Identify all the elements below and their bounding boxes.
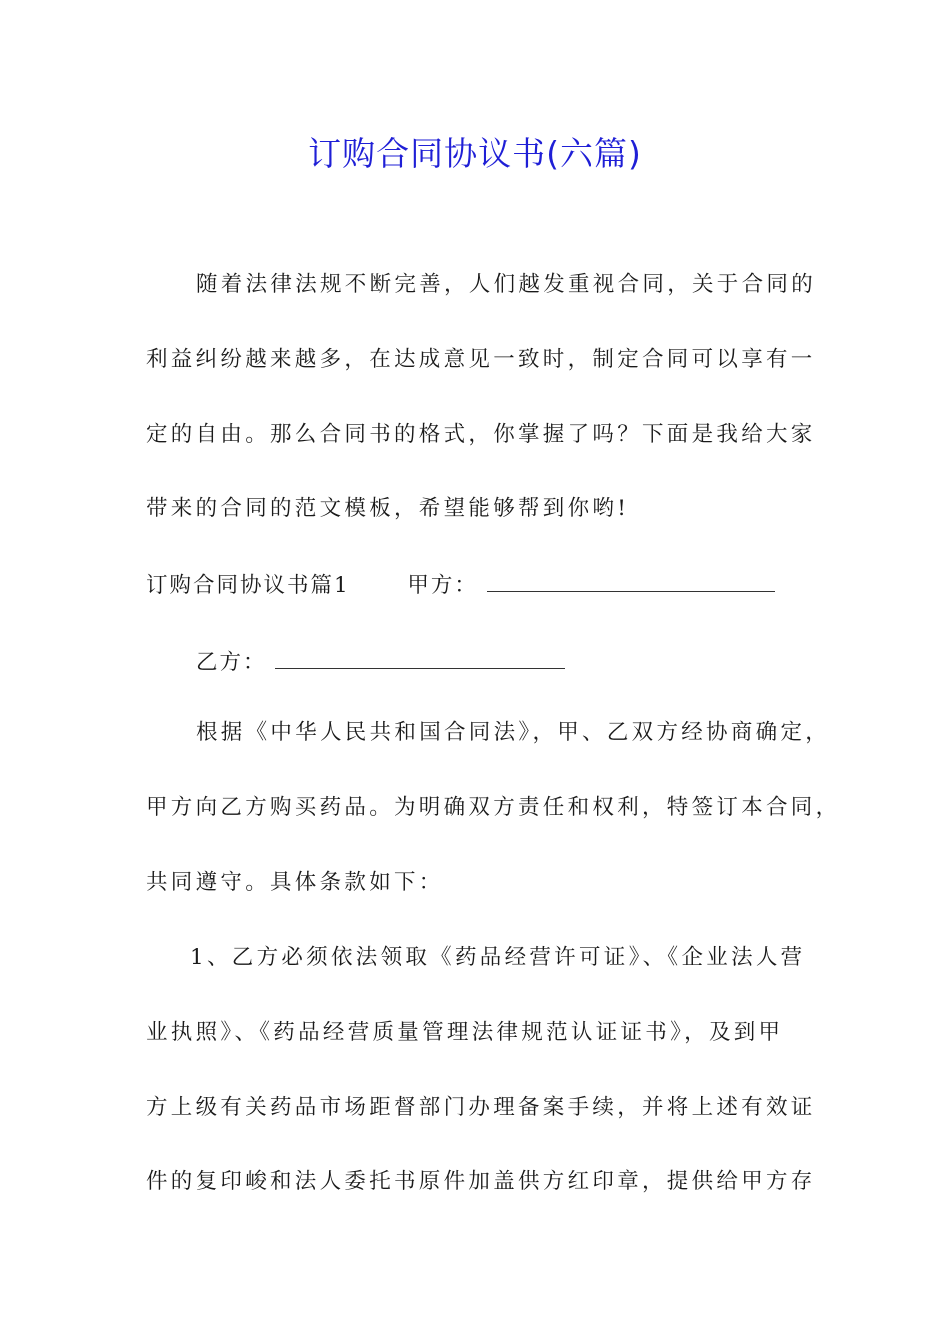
document-title: 订购合同协议书(六篇) [308, 134, 642, 173]
body-line-2: 甲方向乙方购买药品。为明确双方责任和权利，特签订本合同， [146, 795, 841, 820]
section-heading: 订购合同协议书篇1 [146, 573, 350, 598]
party-a-label: 甲方： [407, 573, 478, 598]
party-b-blank-line [275, 646, 565, 669]
party-b-label: 乙方： [196, 650, 267, 675]
body-line-5: 业执照》、《药品经营质量管理法律规范认证证书》，及到甲 [146, 1020, 784, 1045]
section-heading-row [146, 569, 775, 601]
body-line-6: 方上级有关药品市场距督部门办理备案手续，并将上述有效证 [146, 1095, 816, 1120]
intro-line-1: 随着法律法规不断完善，人们越发重视合同，关于合同的 [196, 272, 817, 297]
intro-line-2: 利益纠纷越来越多，在达成意见一致时，制定合同可以享有一 [146, 347, 816, 372]
body-line-4: 1、乙方必须依法领取《药品经营许可证》、《企业法人营 [190, 945, 806, 970]
party-a-blank-line [487, 569, 775, 592]
intro-line-4: 带来的合同的范文模板，希望能够帮到你哟! [146, 496, 630, 521]
body-line-1: 根据《中华人民共和国合同法》，甲、乙双方经协商确定， [196, 720, 831, 745]
body-line-3: 共同遵守。具体条款如下： [146, 870, 444, 895]
intro-line-3: 定的自由。那么合同书的格式，你掌握了吗？下面是我给大家 [146, 422, 816, 447]
body-line-7: 件的复印峻和法人委托书原件加盖供方红印章，提供给甲方存 [146, 1169, 816, 1194]
party-b-row [196, 646, 565, 678]
